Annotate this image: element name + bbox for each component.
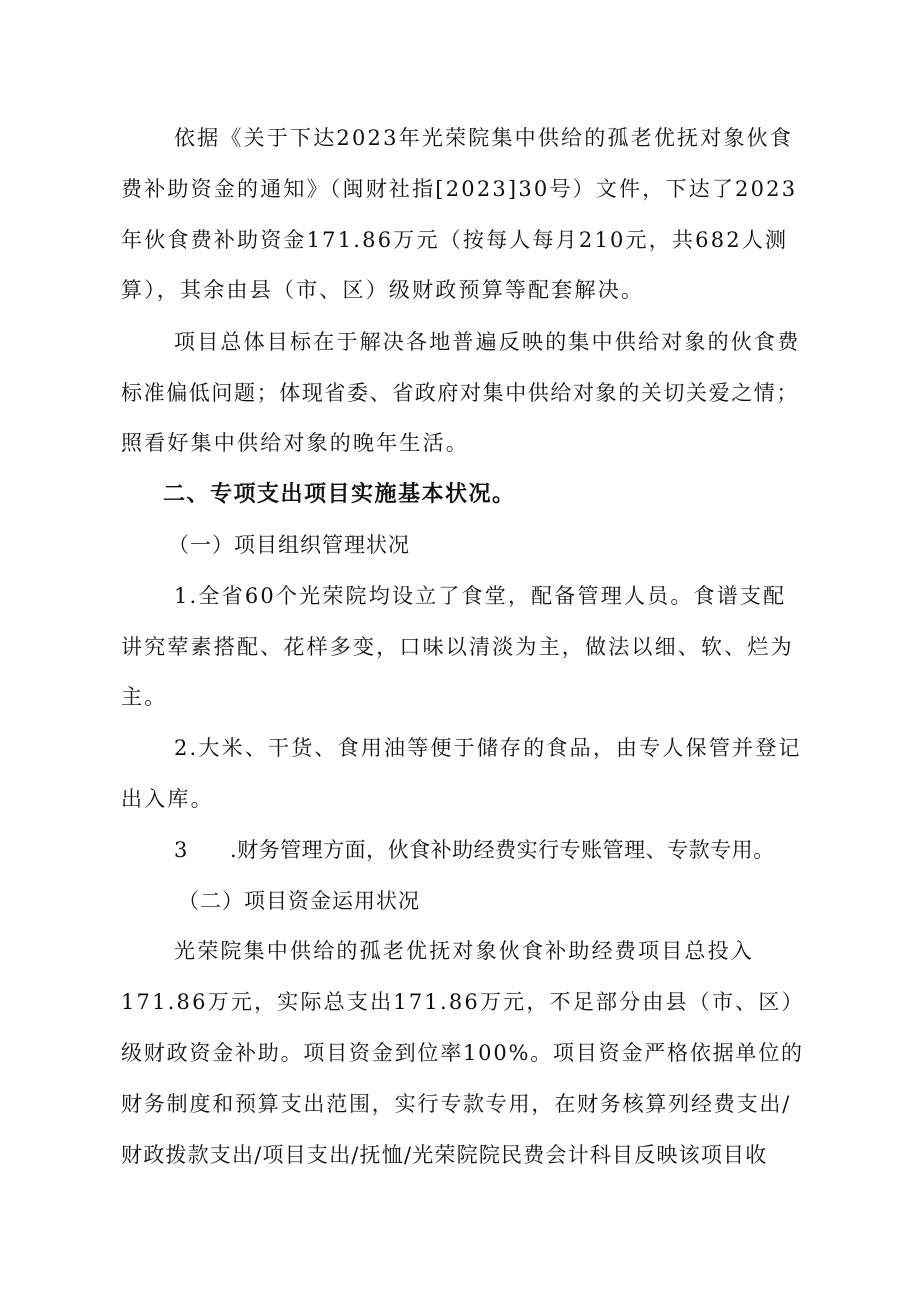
paragraph-2-line-1: 项目总体目标在于解决各地普遍反映的集中供给对象的伙食费 <box>174 330 801 354</box>
section-heading-2: 二、专项支出项目实施基本状况。 <box>163 482 516 507</box>
item-3-text: .财务管理方面，伙食补助经费实行专账管理、专款专用。 <box>230 838 775 862</box>
paragraph-3-line-4: 财务制度和预算支出范围，实行专款专用，在财务核算列经费支出/ <box>121 1092 792 1116</box>
paragraph-3-line-2: 171.86万元，实际总支出171.86万元，不足部分由县（市、区） <box>121 990 805 1014</box>
item-1-line-3: 主。 <box>121 685 168 709</box>
paragraph-1-line-4: 算），其余由县（市、区）级财政预算等配套解决。 <box>121 278 645 302</box>
paragraph-1-line-1: 依据《关于下达2023年光荣院集中供给的孤老优抚对象伙食 <box>174 126 794 150</box>
paragraph-1-line-2: 费补助资金的通知》（闽财社指[2023]30号）文件，下达了2023 <box>121 177 798 201</box>
item-3-number: 3 <box>174 838 190 862</box>
item-1-line-2: 讲究荤素搭配、花样多变，口味以清淡为主，做法以细、软、烂为 <box>121 635 794 659</box>
paragraph-2-line-2: 标准偏低问题；体现省委、省政府对集中供给对象的关切关爱之情； <box>121 381 799 405</box>
item-2-line-1: 2.大米、干货、食用油等便于储存的食品，由专人保管并登记 <box>174 736 802 760</box>
paragraph-2-line-3: 照看好集中供给对象的晚年生活。 <box>121 431 469 455</box>
paragraph-3-line-5: 财政拨款支出/项目支出/抚恤/光荣院院民费会计科目反映该项目收 <box>121 1143 768 1167</box>
item-2-line-2: 出入库。 <box>121 787 214 811</box>
subheading-2: （二）项目资金运用状况 <box>178 889 420 913</box>
subheading-1: （一）项目组织管理状况 <box>168 533 410 557</box>
item-1-line-1: 1.全省60个光荣院均设立了食堂，配备管理人员。食谱支配 <box>174 584 787 608</box>
paragraph-3-line-1: 光荣院集中供给的孤老优抚对象伙食补助经费项目总投入 <box>174 939 754 963</box>
paragraph-1-line-3: 年伙食费补助资金171.86万元（按每人每月210元，共682人测 <box>121 228 789 252</box>
paragraph-3-line-3: 级财政资金补助。项目资金到位率100%。项目资金严格依据单位的 <box>121 1041 804 1065</box>
